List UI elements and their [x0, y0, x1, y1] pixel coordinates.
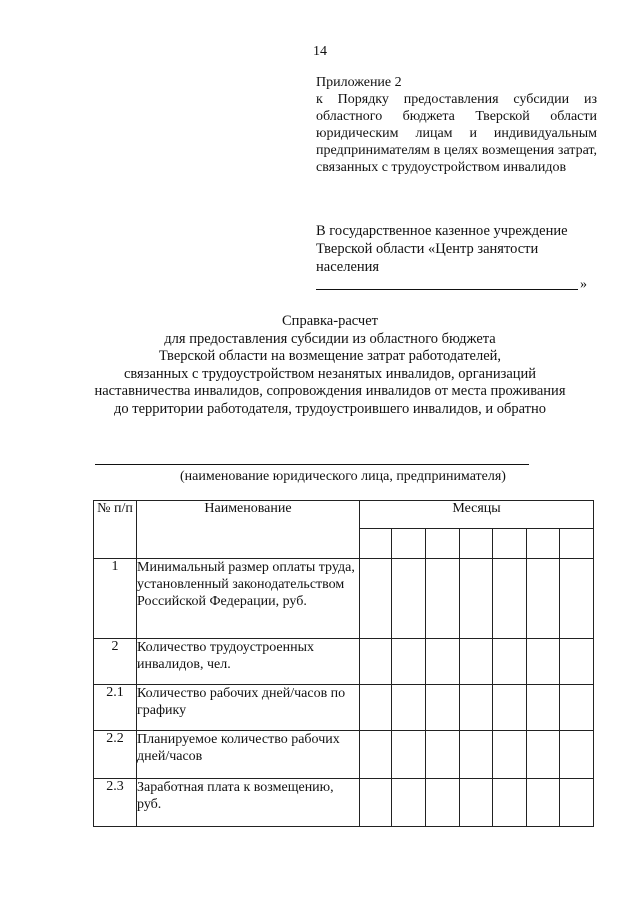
value-cell	[360, 731, 392, 779]
value-cell	[460, 779, 493, 827]
table-row	[94, 559, 594, 639]
value-cell	[426, 559, 460, 639]
month-cell	[392, 529, 426, 559]
row-name: Планируемое количество рабочих дней/часов	[137, 731, 360, 779]
value-cell	[493, 779, 527, 827]
value-cell	[527, 559, 560, 639]
organization-blank-line	[95, 464, 529, 465]
header-name: Наименование	[137, 501, 360, 559]
closing-quote: »	[580, 277, 587, 292]
title-line: связанных с трудоустройством незанятых инвалидов, организаций	[123, 365, 537, 382]
value-cell	[527, 779, 560, 827]
month-cell	[527, 529, 560, 559]
value-cell	[460, 685, 493, 731]
annex-title: Приложение 2	[316, 75, 402, 90]
value-cell	[527, 731, 560, 779]
header-number: № п/п	[94, 501, 137, 559]
value-cell	[527, 639, 560, 685]
calculation-table	[93, 500, 594, 827]
addressee-line: В государственное казенное учреждение	[316, 223, 568, 239]
value-cell	[493, 731, 527, 779]
table-row	[94, 685, 594, 731]
addressee-block	[316, 222, 597, 276]
value-cell	[392, 639, 426, 685]
value-cell	[560, 639, 594, 685]
month-cell	[426, 529, 460, 559]
value-cell	[360, 559, 392, 639]
header-months: Месяцы	[360, 501, 594, 529]
value-cell	[392, 779, 426, 827]
value-cell	[493, 639, 527, 685]
value-cell	[392, 685, 426, 731]
value-cell	[426, 779, 460, 827]
value-cell	[560, 685, 594, 731]
row-number: 2	[94, 639, 137, 685]
value-cell	[460, 639, 493, 685]
page-number: 14	[313, 44, 327, 59]
title-line: Справка-расчет	[282, 313, 378, 329]
value-cell	[392, 559, 426, 639]
row-name: Количество трудоустроенных инвалидов, чел.	[137, 639, 360, 685]
value-cell	[460, 731, 493, 779]
month-cell	[493, 529, 527, 559]
month-cell	[360, 529, 392, 559]
table-row	[94, 779, 594, 827]
row-number: 2.1	[94, 685, 137, 731]
value-cell	[426, 731, 460, 779]
row-name: Минимальный размер оплаты труда, установленный законодательством Российской Федерации, руб.	[137, 559, 360, 639]
value-cell	[360, 685, 392, 731]
value-cell	[460, 559, 493, 639]
table-row	[94, 639, 594, 685]
value-cell	[560, 731, 594, 779]
row-number: 1	[94, 559, 137, 639]
row-number: 2.3	[94, 779, 137, 827]
title-line: наставничества инвалидов, сопровождения инвалидов от места проживания	[94, 383, 566, 399]
value-cell	[360, 639, 392, 685]
row-number: 2.2	[94, 731, 137, 779]
title-line: для предоставления субсидии из областного бюджета	[164, 330, 496, 347]
value-cell	[493, 685, 527, 731]
row-name: Количество рабочих дней/часов по графику	[137, 685, 360, 731]
value-cell	[426, 685, 460, 731]
title-line: Тверской области на возмещение затрат работодателей,	[158, 348, 502, 364]
addressee-line: населения	[316, 259, 380, 275]
value-cell	[527, 685, 560, 731]
annex-block	[316, 74, 597, 176]
value-cell	[493, 559, 527, 639]
month-cell	[560, 529, 594, 559]
annex-text: к Порядку предоставления субсидии из областного бюджета Тверской области юридическим лицам и индивидуальным предпринимателям в целях возмещения затрат, связанных с трудоустройством инвалидов	[316, 92, 597, 175]
table-row	[94, 731, 594, 779]
organization-caption: (наименование юридического лица, предпринимателя)	[180, 469, 506, 484]
addressee-blank-line	[316, 289, 578, 290]
document-title	[60, 313, 600, 418]
value-cell	[560, 779, 594, 827]
value-cell	[360, 779, 392, 827]
value-cell	[392, 731, 426, 779]
month-cell	[460, 529, 493, 559]
row-name: Заработная плата к возмещению, руб.	[137, 779, 360, 827]
title-line: до территории работодателя, трудоустроившего инвалидов, и обратно	[113, 400, 547, 417]
value-cell	[560, 559, 594, 639]
value-cell	[426, 639, 460, 685]
addressee-line: Тверской области «Центр занятости	[316, 241, 539, 257]
